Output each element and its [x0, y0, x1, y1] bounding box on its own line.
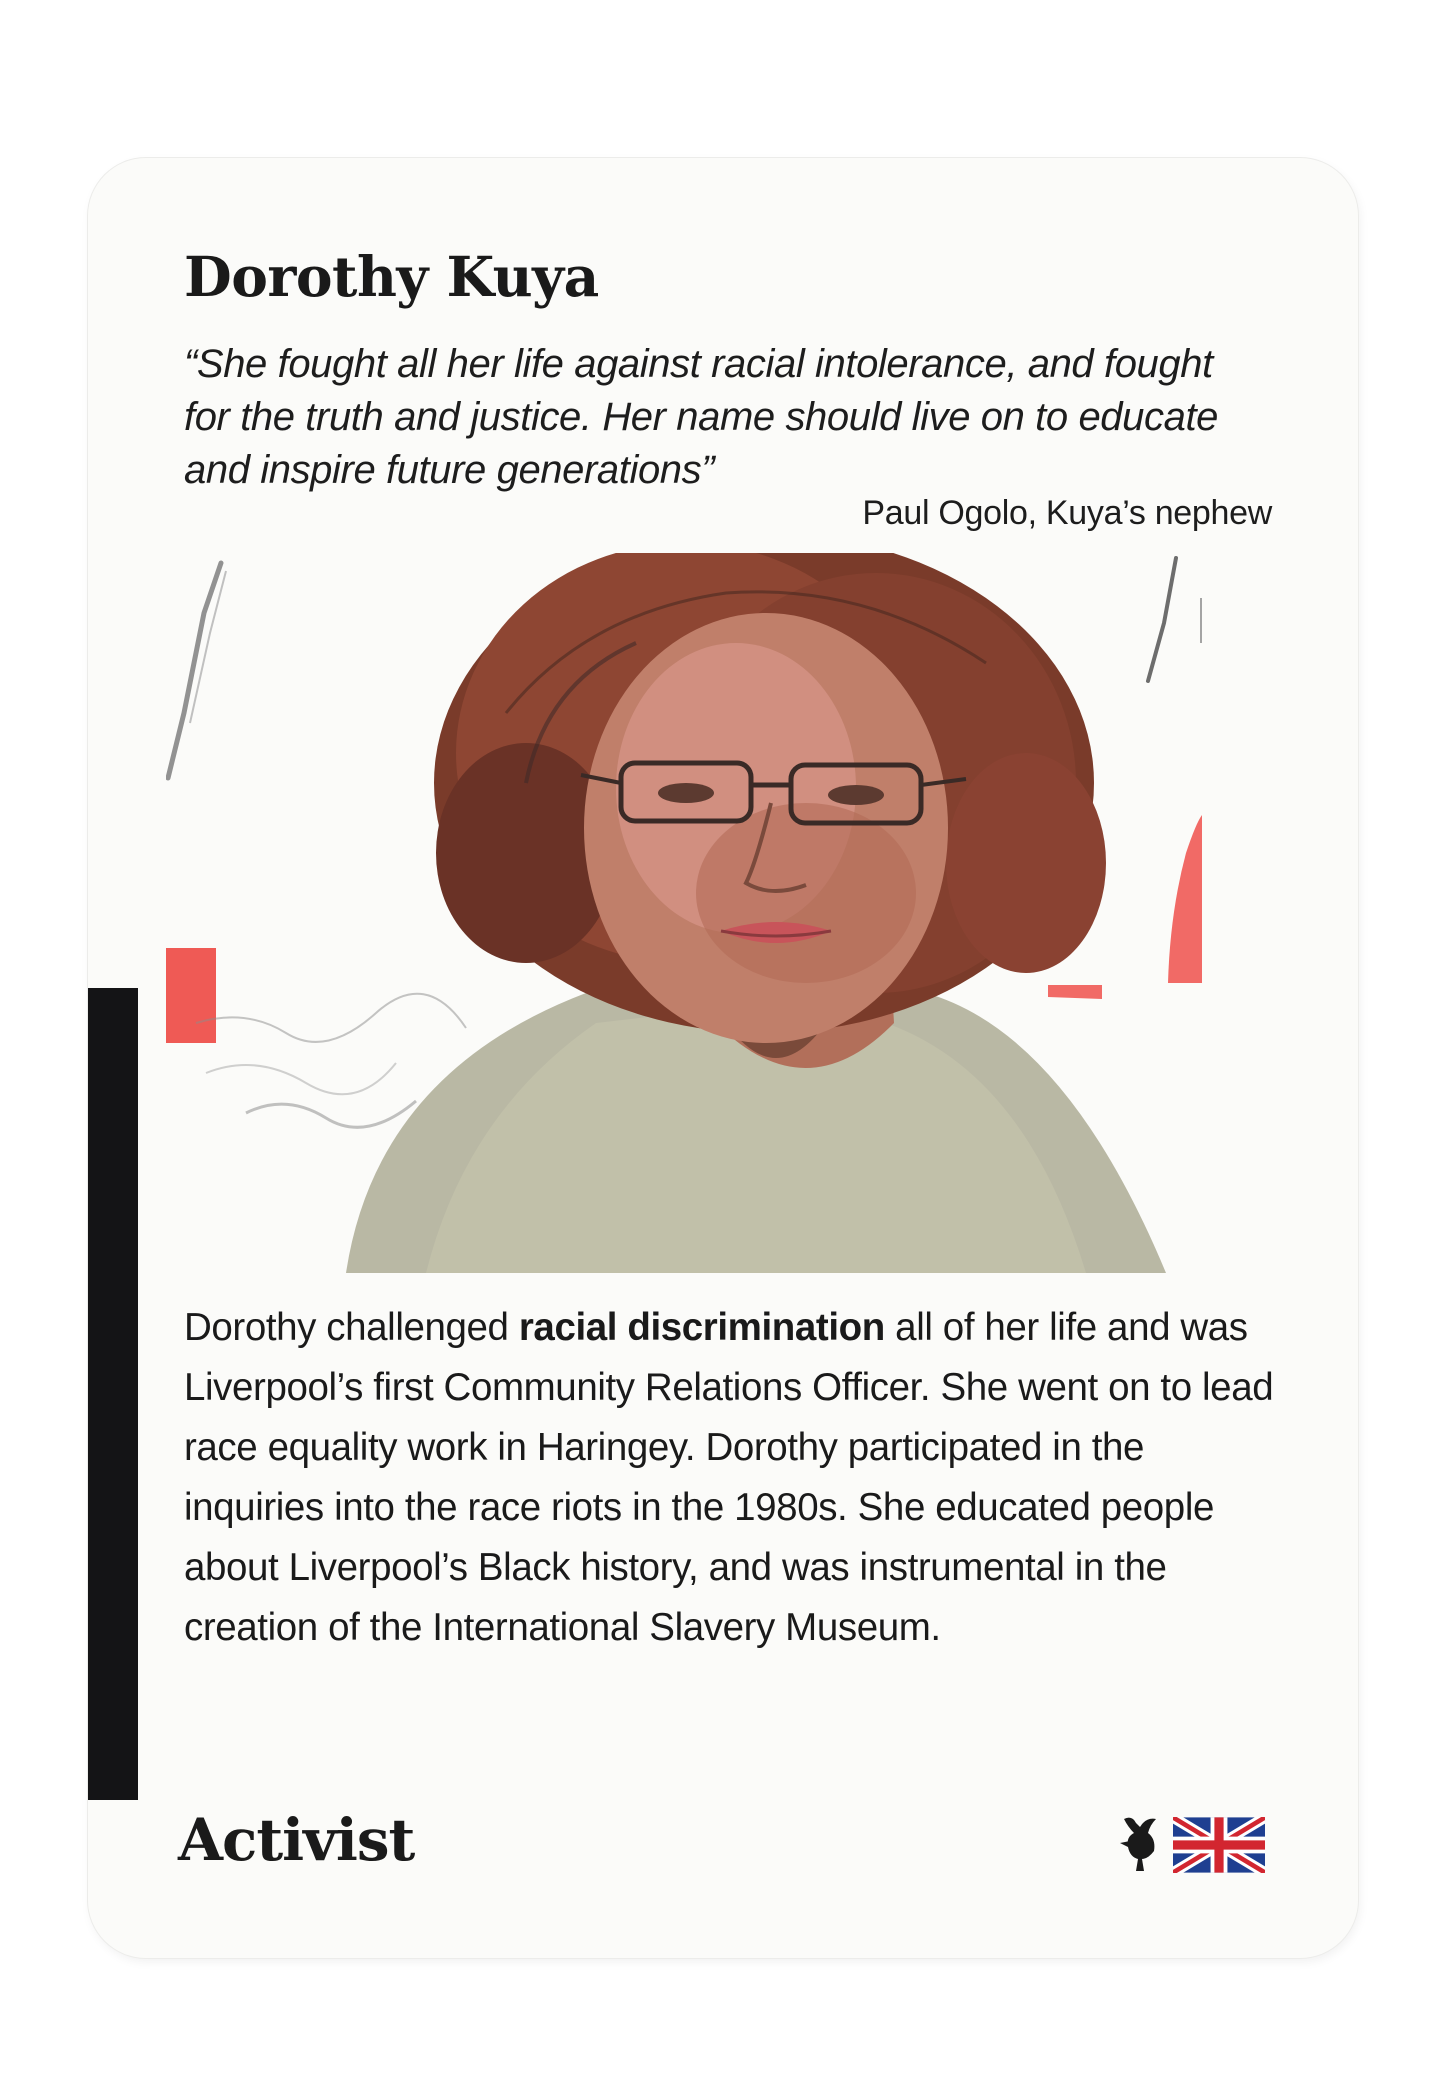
role-label: Activist	[178, 1806, 415, 1874]
liverbird-icon	[1116, 1813, 1162, 1875]
person-name: Dorothy Kuya	[184, 244, 599, 309]
union-jack-flag-icon	[1173, 1817, 1265, 1873]
bio-text-end: all of her life and was Liverpool’s first Community Relations Officer. She went on to lead race equality work in Haringey. Dorothy participated in the inquiries into the race riots in the 1980s. She educated people about Liverpool’s Black history, and was instrumental in the creation of the International Slavery Museum.	[184, 1306, 1274, 1649]
quote: “She fought all her life against racial intolerance, and fought for the truth and justice. Her name should live on to educate and inspire future generations”	[184, 342, 1218, 492]
bio-text	[184, 1298, 1274, 1658]
portrait-illustration	[166, 553, 1278, 1273]
bio-text-bold: racial discrimination	[518, 1306, 885, 1349]
quote-attribution: Paul Ogolo, Kuya’s nephew	[862, 494, 1272, 532]
card	[88, 158, 1358, 1958]
bio-text-start: Dorothy challenged	[184, 1306, 519, 1349]
side-bar	[88, 988, 138, 1800]
